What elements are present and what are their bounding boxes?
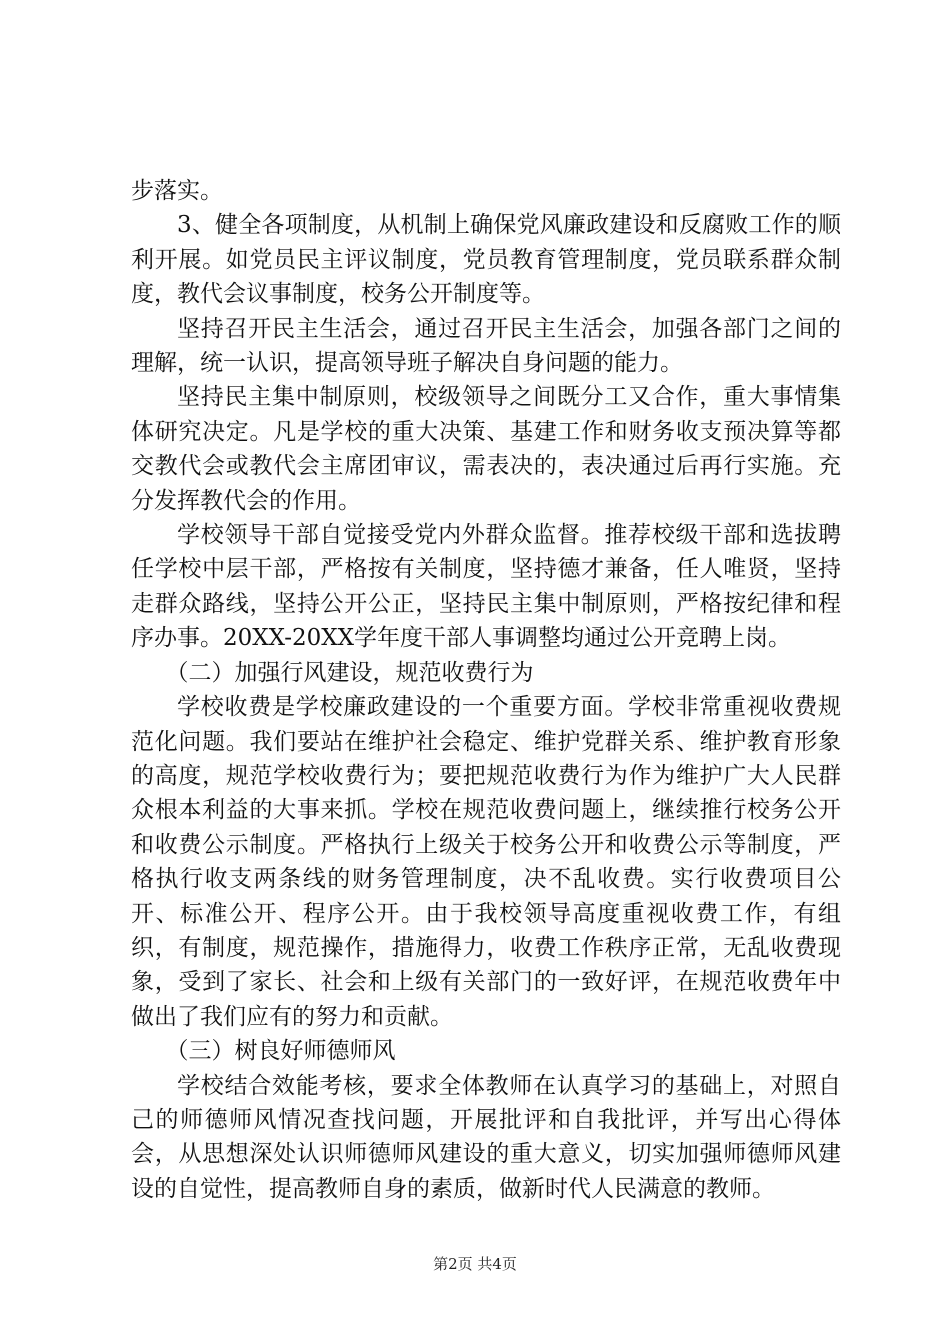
page-number-footer: 第2页 共4页: [433, 1255, 517, 1273]
paragraph-continuation: 步落实。: [131, 178, 223, 204]
section-heading-fees: （二）加强行风建设，规范收费行为: [165, 659, 534, 686]
paragraph-system-rules: 3、健全各项制度，从机制上确保党风廉政建设和反腐败工作的顺利开展。如党员民主评议制度，党员教育管理制度，党员联系群众制度，教代会议事制度，校务公开制度等。: [131, 212, 841, 308]
paragraph-fee-regulation: 学校收费是学校廉政建设的一个重要方面。学校非常重视收费规范化问题。我们要站在维护社会稳定、维护党群关系、维护教育形象的高度，规范学校收费行为；要把规范收费行为作为维护广大人民群众根本利益的大事来抓。学校在规范收费问题上，继续推行校务公开和收费公示制度。严格执行上级关于校务公开和收费公示等制度，严格执行收支两条线的财务管理制度，决不乱收费。实行收费项目公开、标准公开、程序公开。由于我校领导高度重视收费工作，有组织，有制度，规范操作，措施得力，收费工作秩序正常，无乱收费现象，受到了家长、社会和上级有关部门的一致好评，在规范收费年中做出了我们应有的努力和贡献。: [131, 694, 841, 1030]
paragraph-teacher-ethics: 学校结合效能考核，要求全体教师在认真学习的基础上，对照自己的师德师风情况查找问题，开展批评和自我批评，并写出心得体会，从思想深处认识师德师风建设的重大意义，切实加强师德师风建设的自觉性，提高教师自身的素质，做新时代人民满意的教师。: [131, 1072, 841, 1202]
paragraph-democratic-meeting: 坚持召开民主生活会，通过召开民主生活会，加强各部门之间的理解，统一认识，提高领导班子解决自身问题的能力。: [131, 315, 841, 377]
paragraph-democratic-centralism: 坚持民主集中制原则，校级领导之间既分工又合作，重大事情集体研究决定。凡是学校的重大决策、基建工作和财务收支预决算等都交教代会或教代会主席团审议，需表决的，表决通过后再行实施。充分发挥教代会的作用。: [131, 384, 841, 514]
paragraph-supervision: 学校领导干部自觉接受党内外群众监督。推荐校级干部和选拔聘任学校中层干部，严格按有关制度，坚持德才兼备，任人唯贤，坚持走群众路线，坚持公开公正，坚持民主集中制原则，严格按纪律和程序办事。20XX-20XX学年度干部人事调整均通过公开竞聘上岗。: [131, 522, 841, 652]
document-body: [131, 174, 841, 1206]
section-heading-ethics: （三）树良好师德师风: [165, 1038, 396, 1065]
